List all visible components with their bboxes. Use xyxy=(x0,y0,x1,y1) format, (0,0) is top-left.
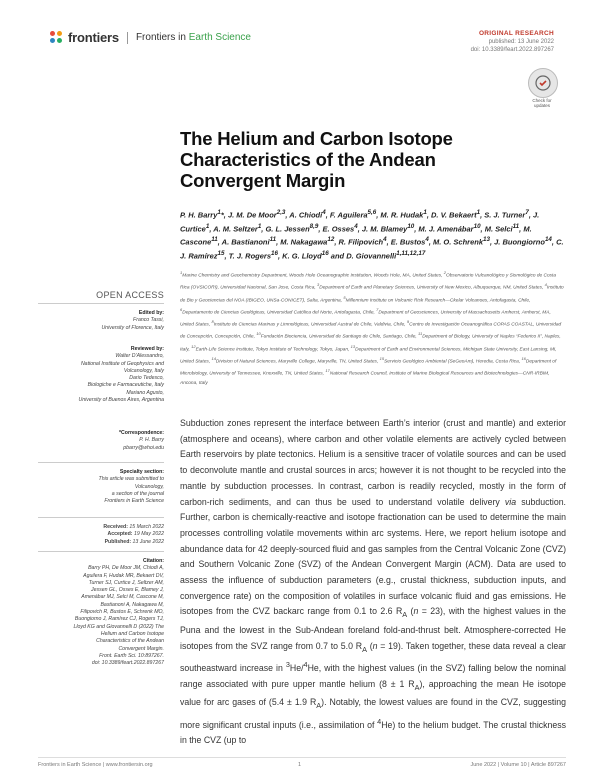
edited-by-section xyxy=(38,310,164,332)
correspondence-email[interactable]: pbarry@whoi.edu xyxy=(123,444,164,451)
reviewer-line: Walter D’Alessandro, xyxy=(115,353,164,360)
citation-line: Front. Earth Sci. 10:897267. xyxy=(99,652,164,659)
citation-section xyxy=(38,558,164,667)
citation-line: Convergent Margin. xyxy=(118,645,164,652)
reviewed-by-label: Reviewed by: xyxy=(130,346,164,352)
specialty-section xyxy=(38,469,164,505)
citation-line: Buongiorno J, Ramírez CJ, Rogers TJ, xyxy=(74,616,164,623)
divider xyxy=(127,32,128,44)
reviewed-by-section xyxy=(38,346,164,404)
citation-line: Filipovich R, Bustos E, Schrenk MO, xyxy=(80,609,164,616)
article-meta xyxy=(471,30,554,54)
reviewer-line: Biologiche e Farmaceutiche, Italy xyxy=(87,382,164,389)
author-list: P. H. Barry$^1$*, J. M. De Moor$^{2,3}$, A. Chiodi$^4$, F. Aguilera$^{5,6}$, M. R. Hudak$^1$, D. V. Bekaert$^1$, S. J. Turner$^7$, J. Curtice$^1$, A. M. Seltzer$^1$, G. L. Jessen$^{8,9}$, E. Osses$^4$, J. M. Blamey$^{10}$, M. J. Amenábar$^{10}$, M. Selci$^{11}$, M. Cascone$^{11}$, A. Bastianoni$^{11}$, M. Nakagawa$^{12}$, R. Filipovich$^4$, E. Bustos$^4$, M. O. Schrenk$^{13}$, J. Buongiorno$^{14}$, C. J. Ramírez$^{15}$, T. J. Rogers$^{16}$, K. G. Lloyd$^{16}$ and D. Giovannelli$^{1,11,12,17}$ xyxy=(180,209,564,260)
correspondence-section xyxy=(38,430,164,452)
accepted-row: Accepted: 19 May 2022 xyxy=(107,531,164,538)
citation-doi[interactable]: doi: 10.3389/feart.2022.897267 xyxy=(91,660,164,667)
abstract xyxy=(180,416,566,749)
footer-volume: June 2022 | Volume 10 | Article 897267 xyxy=(470,762,566,768)
citation-line: Lloyd KG and Giovannelli D (2022) The xyxy=(73,623,164,630)
divider xyxy=(38,462,164,463)
citation-line: Aguilera F, Hudak MR, Bekaert DV, xyxy=(83,572,164,579)
doi: doi: 10.3389/feart.2022.897267 xyxy=(470,47,554,53)
citation-line: Barry PH, De Moor JM, Chiodi A, xyxy=(88,565,164,572)
citation-line: Bastianoni A, Nakagawa M, xyxy=(100,601,164,608)
brand-name: frontiers xyxy=(68,30,119,45)
citation-line: Amenábar MJ, Selci M, Cascone M, xyxy=(81,594,164,601)
edited-by-label: Edited by: xyxy=(138,310,164,316)
abstract-text: Subduction zones represent the interface between Earth’s interior (crust and mantle) and exterior (atmosphere and oceans), where carbon and other volatile elements are actively cycled between Earth reservoirs by plate tectonics. Helium is a sensitive tracer of volatile sources and can be used to deconvolute mantle and crustal sources in arcs; however it is not thought to be recycled into the mantle by subduction processes. In contrast, carbon is readily recycled, mostly in the form of carbon-rich sediments, and can thus be used to understand volatile delivery via subduction. Further, carbon is chemically-reactive and isotope fractionation can be used to determine the main processes controlling volatile movements within arc systems. Here, we report helium isotope and abundance data for 42 deeply-sourced fluid and gas samples from the Central Volcanic Zone (CVZ) and Southern Volcanic Zone (SVZ) of the Andean Convergent Margin (ACM). Data are used to assess the influence of subduction parameters (e.g., crustal thickness, subduction inputs, and convergence rate) on the composition of volatiles in surface volcanic fluid and gas emissions. He isotopes from the CVZ backarc range from 0.1 to 2.6 $R_A$ (n = 23), with the highest values in the Puna and the lowest in the Sub-Andean foreland fold-and-thrust belt. Atmosphere-corrected He isotopes from the SVZ range from 0.7 to 5.0 $R_A$ (n = 19). Taken together, these data reveal a clear southeastward increase in $^3$He/$^4$He, with the highest values (in the SVZ) falling below the nominal range associated with pure upper mantle helium (8 ± 1 $R_A$), approaching the mean He isotope value for arc gases of (5.4 ± 1.9 $R_A$). Notably, the lowest values are found in the CVZ, suggesting more significant crustal inputs (i.e., assimilation of $^4$He) to the helium budget. The crustal thickness in the CVZ (up to xyxy=(180,418,567,746)
specialty-line: Frontiers in Earth Science xyxy=(104,498,164,505)
citation-line: Helium and Carbon Isotope xyxy=(100,630,164,637)
specialty-line: a section of the journal xyxy=(111,490,164,497)
correspondence-label: *Correspondence: xyxy=(119,430,164,436)
editor-line: Franco Tassi, xyxy=(133,317,164,324)
footer-divider xyxy=(38,757,566,758)
frontiers-dots-icon xyxy=(50,31,64,45)
check-for-updates-label[interactable]: Check for updates xyxy=(532,98,552,108)
page-number: 1 xyxy=(298,762,302,768)
divider xyxy=(38,551,164,552)
article-title: The Helium and Carbon Isotope Characteristics of the Andean Convergent Margin xyxy=(180,128,453,191)
check-for-updates-icon[interactable] xyxy=(528,68,558,98)
open-access-label: OPEN ACCESS xyxy=(96,290,164,300)
frontiers-logo[interactable] xyxy=(50,30,251,45)
editor-line: University of Florence, Italy xyxy=(101,324,164,331)
published-date: published: 13 June 2022 xyxy=(488,39,554,45)
journal-name: Frontiers in Earth Science xyxy=(135,32,251,43)
specialty-label: Specialty section: xyxy=(119,469,164,475)
received-row: Received: 15 March 2022 xyxy=(103,524,164,530)
article-type: ORIGINAL RESEARCH xyxy=(478,30,554,37)
divider xyxy=(38,303,164,304)
reviewer-line: National Institute of Geophysics and xyxy=(80,360,164,367)
citation-line: Characteristics of the Andean xyxy=(96,638,164,645)
reviewer-line: Volcanology, Italy xyxy=(123,367,164,374)
reviewer-line: University of Buenos Aires, Argentina xyxy=(78,397,164,404)
correspondence-name: P. H. Barry xyxy=(139,437,164,444)
specialty-line: This article was submitted to xyxy=(98,476,164,483)
divider xyxy=(38,517,164,518)
reviewer-line: Dario Tedesco, xyxy=(129,375,164,382)
footer-journal[interactable]: Frontiers in Earth Science | www.frontiersin.org xyxy=(38,762,153,768)
affiliations: $^1$Marine Chemistry and Geochemistry Department, Woods Hole Oceanographic Institution, Woods Hole, MA, United States, $^2$Observatorio Vulcanológico y Sismológico de Costa Rica (OVSICORI), Universidad Nacional, San Jose, Costa Rica, $^3$Department of Earth and Planetary Sciences, University of New Mexico, Albuquerque, NM, United States, $^4$Instituto de Bio y Geociencias del NOA (IBIGEO, UNSa-CONICET), Salta, Argentina, $^5$Millennium Institute on Volcanic Risk Research—Ckelar Volcanoes, Antofagasta, Chile, $^6$Departamento de Ciencias Geológicas, Universidad Católica del Norte, Antofagasta, Chile, $^7$Department of Geosciences, University of Massachusetts Amherst, Amherst, MA, United States, $^8$Instituto de Ciencias Marinas y Limnológicas, Universidad Austral de Chile, Valdivia, Chile, $^9$Centro de Investigación Oceanográfica COPAS COASTAL, Universidad de Concepción, Concepción, Chile, $^{10}$Fundación Biociencia, Universidad de Santiago de Chile, Santiago, Chile, $^{11}$Department of Biology, University of Naples “Federico II”, Naples, Italy, $^{12}$Earth-Life Science Institute, Tokyo Institute of Technology, Tokyo, Japan, $^{13}$Department of Earth and Environmental Sciences, Michigan State University, East Lansing, MI, United States, $^{14}$Division of Natural Sciences, Maryville College, Maryville, TN, United States, $^{15}$Servicio Geológico Ambiental (SeGeoAm), Heredia, Costa Rica, $^{16}$Department of Microbiology, University of Tennessee, Knoxville, TN, United States, $^{17}$National Research Council, Institute of Marine Biological Resources and Biotechnologies—CNR-IRBIM, Ancona, Italy xyxy=(180,270,564,386)
reviewer-line: Mariano Agusto, xyxy=(126,389,164,396)
published-row: Published: 13 June 2022 xyxy=(104,538,164,545)
citation-line: Turner SJ, Curtice J, Seltzer AM, xyxy=(88,579,164,586)
citation-line: Jessen GL, Osses E, Blamey J, xyxy=(91,587,164,594)
specialty-line: Volcanology, xyxy=(134,483,164,490)
citation-label: Citation: xyxy=(142,558,164,564)
dates-section xyxy=(38,524,164,546)
